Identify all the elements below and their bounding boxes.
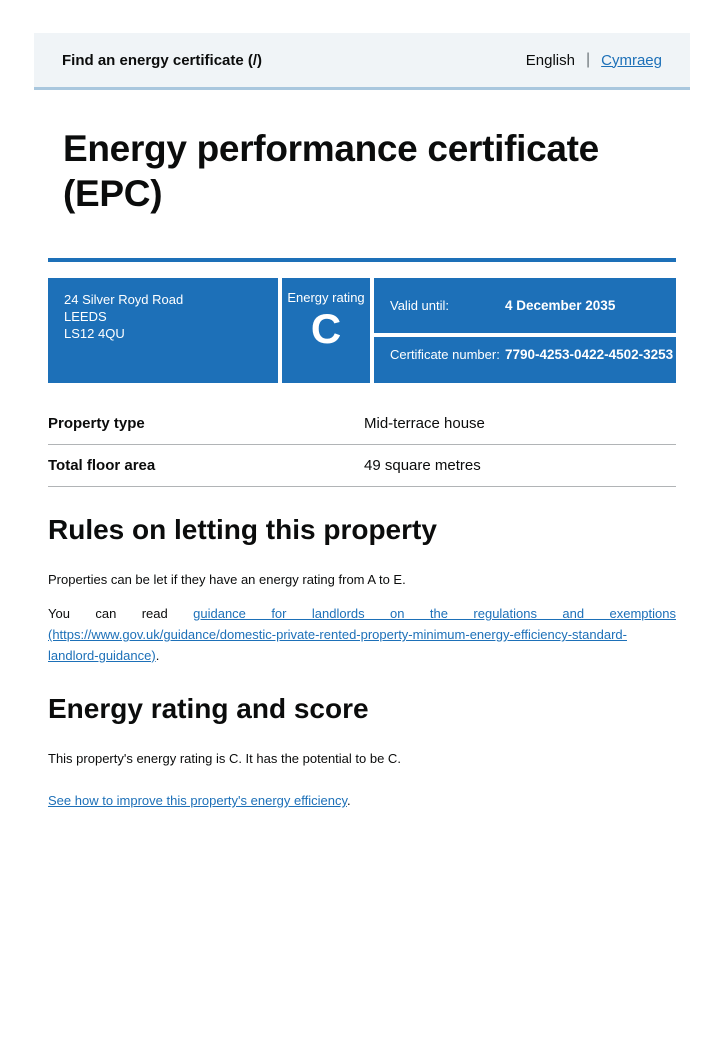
improve-line <box>48 793 676 809</box>
address-line-1: 24 Silver Royd Road <box>64 292 184 307</box>
rules-paragraph: Properties can be let if they have an energy rating from A to E. <box>48 572 406 587</box>
rules-on-letting-section <box>48 513 676 666</box>
improve-efficiency-link[interactable]: See how to improve this property's energy efficiency <box>48 793 347 808</box>
energy-rating-value: C <box>310 305 342 352</box>
language-current: English <box>525 51 575 69</box>
language-separator: | <box>585 51 591 68</box>
guidance-paragraph-prefix: You can read <box>48 606 194 621</box>
property-address <box>48 278 278 383</box>
rating-section-heading: Energy rating and score <box>48 693 369 724</box>
page-title: Energy performance certificate (EPC) <box>63 128 599 214</box>
service-name-link[interactable]: Find an energy certificate (/) <box>62 51 263 69</box>
valid-until-box <box>374 278 676 333</box>
guidance-paragraph <box>48 603 676 666</box>
certificate-details <box>374 278 676 383</box>
valid-until-value: 4 December 2035 <box>505 298 616 313</box>
total-floor-area-label: Total floor area <box>48 457 156 474</box>
rules-section-heading: Rules on letting this property <box>48 514 437 545</box>
property-type-value: Mid-terrace house <box>364 415 485 432</box>
total-floor-area-value: 49 square metres <box>364 457 481 474</box>
main-content <box>48 126 676 809</box>
guidance-paragraph-suffix: . <box>155 648 160 663</box>
table-row-total-floor-area <box>48 445 676 487</box>
table-row-property-type <box>48 403 676 445</box>
energy-rating-box <box>282 278 370 383</box>
valid-until-label: Valid until: <box>390 298 450 313</box>
rating-summary-paragraph: This property's energy rating is C. It has the potential to be C. <box>48 751 401 766</box>
address-line-3: LS12 4QU <box>64 326 125 341</box>
property-summary-table <box>48 403 676 487</box>
energy-rating-score-section <box>48 692 676 809</box>
certificate-summary-banner <box>48 278 676 383</box>
address-line-2: LEEDS <box>64 309 107 324</box>
language-cymraeg-link[interactable]: Cymraeg <box>601 51 662 69</box>
language-switcher <box>526 51 662 69</box>
certificate-number-label: Certificate number: <box>390 347 500 362</box>
energy-rating-label: Energy rating <box>287 290 365 305</box>
site-header <box>34 33 690 90</box>
property-type-label: Property type <box>48 415 145 432</box>
certificate-number-value: 7790-4253-0422-4502-3253 <box>505 347 674 362</box>
landlord-guidance-link[interactable]: guidance for landlords on the regulations and exemptions (https://www.gov.uk/guidance/domestic-private-rented-property-minimum-energy-efficiency-standard-landlord-guidance) <box>48 606 676 663</box>
section-divider-rule <box>48 258 676 262</box>
certificate-number-box <box>374 337 676 383</box>
improve-line-suffix: . <box>346 793 351 808</box>
